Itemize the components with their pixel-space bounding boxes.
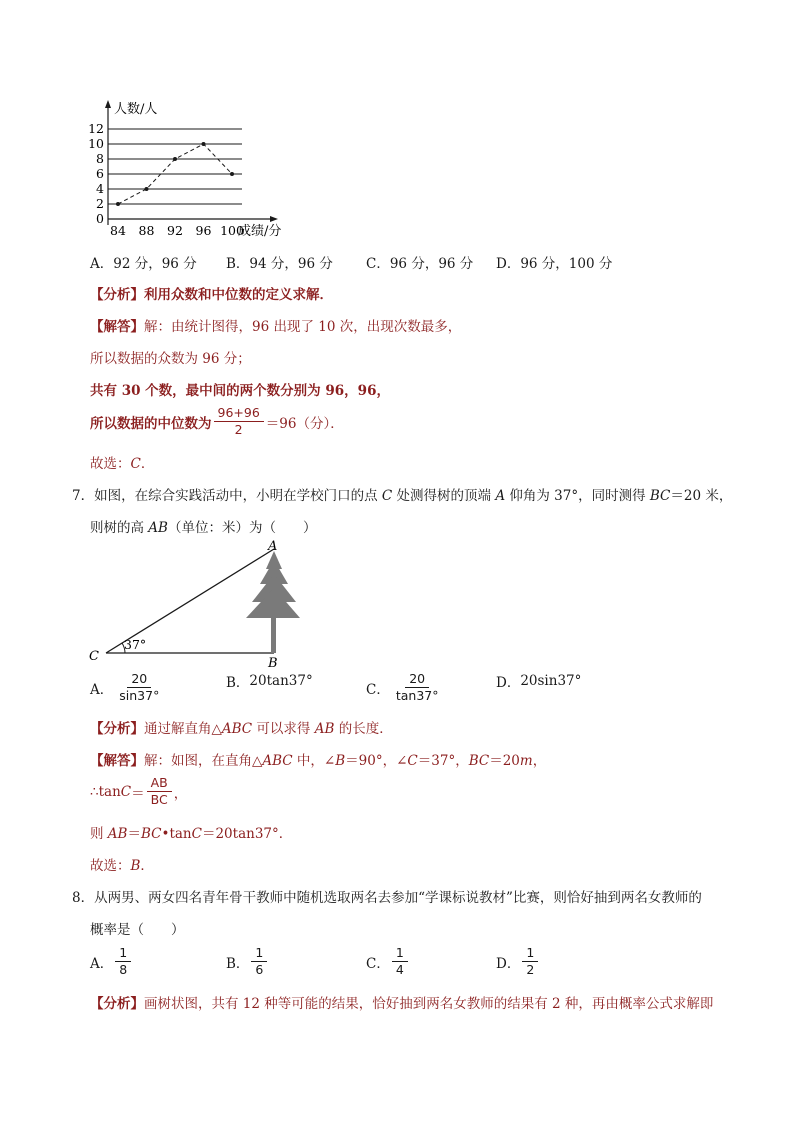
answer-text: 解：如图，在直角△ <box>144 753 263 769</box>
y-axis-arrow <box>105 100 111 108</box>
q6-analysis <box>90 283 333 303</box>
label-angle: 37° <box>124 637 147 652</box>
choice-letter: B <box>130 858 141 874</box>
q6-choice <box>90 452 154 472</box>
choice-end: ． <box>140 858 154 874</box>
angle-c: C <box>120 783 132 800</box>
y-tick-label: 0 <box>96 211 104 226</box>
option-fraction <box>392 945 408 978</box>
label-b: B <box>268 656 278 671</box>
data-point <box>145 187 149 191</box>
answer-text: ＝37°， <box>417 753 469 769</box>
q7-answer-line-3 <box>90 822 292 842</box>
option-fraction <box>251 945 267 978</box>
analysis-text: 可以求得 <box>252 721 315 737</box>
score-line-chart <box>80 95 310 240</box>
fraction-numerator: 1 <box>115 945 131 962</box>
angle-b: B <box>335 753 346 769</box>
segment-ab: AB <box>314 721 335 737</box>
option-letter: A． <box>90 256 114 272</box>
fraction-denominator: BC <box>150 792 168 807</box>
fraction-numerator: 20 <box>405 671 429 688</box>
tan-fraction <box>147 775 172 808</box>
segment-ab: AB <box>148 520 168 536</box>
triangle-abc: ABC <box>221 721 253 737</box>
y-tick-labels <box>88 121 104 226</box>
y-tick-label: 10 <box>88 136 104 151</box>
y-tick-label: 6 <box>96 166 104 181</box>
fraction-denominator: 2 <box>526 962 535 977</box>
median-fraction <box>214 405 264 438</box>
stem-text: 则树的高 <box>90 520 149 536</box>
label-a: A <box>268 539 278 554</box>
fraction-denominator: tan37° <box>395 688 439 703</box>
analysis-text: 通过解直角△ <box>144 721 222 737</box>
stem-text: （单位：米）为（ ） <box>167 520 317 536</box>
fraction-numerator: 20 <box>127 671 151 688</box>
answer-text: ＝20tan37°． <box>201 826 293 842</box>
data-point <box>173 157 177 161</box>
stem-text: 仰角为 37°，同时测得 <box>505 488 650 504</box>
q6-option-b <box>226 252 333 272</box>
data-point <box>202 142 206 146</box>
option-text: 20sin37° <box>520 673 582 689</box>
q8-analysis <box>90 992 713 1012</box>
fraction-numerator: 1 <box>392 945 408 962</box>
answer-text: ＝90°，∠ <box>345 753 408 769</box>
option-letter: A． <box>90 955 114 972</box>
option-letter: A． <box>90 681 114 698</box>
segment-bc: BC <box>649 488 671 504</box>
answer-tag: 【解答】 <box>90 753 144 769</box>
median-result: ＝96（分）． <box>265 415 344 432</box>
fraction-denominator: 4 <box>395 962 404 977</box>
answer-text: 中，∠ <box>292 753 336 769</box>
q6-answer-line-4 <box>90 405 344 438</box>
option-letter: D． <box>496 955 521 972</box>
angle-c: C <box>191 826 202 842</box>
q8-option-a <box>90 945 133 978</box>
angle-c: C <box>407 753 418 769</box>
analysis-text: 利用众数和中位数的定义求解． <box>144 287 333 303</box>
x-tick-labels <box>110 223 244 238</box>
option-fraction <box>115 945 131 978</box>
label-c: C <box>89 649 99 664</box>
analysis-tag: 【分析】 <box>90 287 144 303</box>
answer-text: 解：由统计图得，96 出现了 10 次，出现次数最多， <box>144 319 462 335</box>
data-point <box>116 202 120 206</box>
option-letter: D． <box>496 675 521 691</box>
analysis-text: 的长度． <box>334 721 393 737</box>
segment-ab: AB <box>107 826 128 842</box>
option-letter: B． <box>226 256 250 272</box>
chart-gridlines <box>108 129 242 204</box>
q7-option-c <box>366 671 444 704</box>
option-letter: C． <box>366 256 390 272</box>
data-point <box>230 172 234 176</box>
y-tick-label: 4 <box>96 181 104 196</box>
choice-end: ． <box>140 456 155 472</box>
q8-option-c <box>366 945 410 978</box>
stem-text: 7．如图，在综合实践活动中，小明在学校门口的点 <box>72 488 382 504</box>
y-tick-label: 2 <box>96 196 104 211</box>
option-letter: B． <box>226 675 250 691</box>
fraction-denominator: 2 <box>234 422 243 437</box>
option-fraction <box>522 945 538 978</box>
option-text: 96 分，100 分 <box>520 256 613 272</box>
q7-option-a <box>90 671 165 704</box>
stem-text: 处测得树的顶端 <box>392 488 496 504</box>
answer-text: •tan <box>161 826 192 842</box>
q7-stem-line-2 <box>90 516 316 536</box>
y-tick-label: 8 <box>96 151 104 166</box>
q7-answer-line-2 <box>90 775 187 808</box>
segment-bc: BC <box>140 826 162 842</box>
answer-text: ＝20 <box>489 753 520 769</box>
fraction-numerator: AB <box>147 775 172 792</box>
q6-option-d <box>496 252 612 272</box>
x-tick-label: 88 <box>138 223 155 238</box>
y-tick-label: 12 <box>88 121 104 136</box>
option-letter: D． <box>496 256 521 272</box>
tan-text: ∴tan <box>90 783 121 800</box>
q7-choice <box>90 854 154 874</box>
median-text: 所以数据的中位数为 <box>90 415 212 432</box>
answer-text: ＝ <box>127 826 141 842</box>
fraction-numerator: 96+96 <box>214 405 264 422</box>
unit-m: m <box>519 753 533 769</box>
x-tick-label: 96 <box>195 223 212 238</box>
answer-text: ， <box>532 753 547 769</box>
fraction-denominator: sin37° <box>119 688 160 703</box>
q8-stem-line-2: 概率是（ ） <box>90 922 185 938</box>
option-fraction <box>392 671 443 704</box>
fraction-denominator: 6 <box>255 962 264 977</box>
x-tick-label: 84 <box>110 223 126 238</box>
option-fraction <box>115 671 163 704</box>
choice-label: 故选： <box>90 858 131 874</box>
q7-stem-line-1 <box>72 484 732 504</box>
fraction-denominator: 8 <box>119 962 128 977</box>
answer-text: 则 <box>90 826 108 842</box>
q6-answer-line-2: 所以数据的众数为 96 分； <box>90 351 251 367</box>
stem-text: ＝20 米， <box>670 488 733 504</box>
q7-analysis <box>90 717 393 737</box>
option-letter: B． <box>226 955 250 972</box>
q6-option-c <box>366 252 473 272</box>
analysis-tag: 【分析】 <box>90 721 144 737</box>
point-c: C <box>381 488 393 504</box>
q7-option-d <box>496 671 581 691</box>
comma: ， <box>173 785 188 802</box>
choice-letter: C <box>130 456 141 472</box>
q6-answer-line-1 <box>90 315 461 335</box>
option-letter: C． <box>366 955 390 972</box>
tree-icon <box>246 551 300 653</box>
q8-option-b <box>226 945 269 978</box>
triangle-abc: ABC <box>262 753 293 769</box>
option-text: 92 分，96 分 <box>113 256 197 272</box>
option-text: 96 分，96 分 <box>389 256 474 272</box>
answer-tag: 【解答】 <box>90 319 144 335</box>
q7-answer-line-1 <box>90 749 546 769</box>
analysis-tag: 【分析】 <box>90 996 144 1012</box>
q6-option-a <box>90 252 197 272</box>
fraction-numerator: 1 <box>522 945 538 962</box>
x-axis-arrow <box>270 216 278 222</box>
triangle-tree-figure <box>80 536 300 671</box>
equals: ＝ <box>131 785 145 802</box>
q6-answer-line-3: 共有 30 个数，最中间的两个数分别为 96，96， <box>90 383 390 399</box>
choice-label: 故选： <box>90 456 131 472</box>
x-axis-label: 成绩/分 <box>238 224 282 239</box>
y-axis-label: 人数/人 <box>114 102 158 117</box>
option-letter: C． <box>366 681 390 698</box>
analysis-text: 画树状图，共有 12 种等可能的结果，恰好抽到两名女教师的结果有 2 种，再由概率公式求解即 <box>144 996 714 1012</box>
option-text: 20tan37° <box>249 673 313 689</box>
fraction-numerator: 1 <box>251 945 267 962</box>
option-text: 94 分，96 分 <box>249 256 333 272</box>
segment-bc: BC <box>468 753 490 769</box>
q8-option-d <box>496 945 540 978</box>
x-tick-label: 100 <box>220 223 244 238</box>
point-a: A <box>495 488 506 504</box>
q7-option-b <box>226 671 313 691</box>
q8-stem-line-1: 8．从两男、两女四名青年骨干教师中随机选取两名去参加“学课标说教材”比赛，则恰好抽到两名女教师的 <box>72 890 702 906</box>
x-tick-label: 92 <box>167 223 183 238</box>
